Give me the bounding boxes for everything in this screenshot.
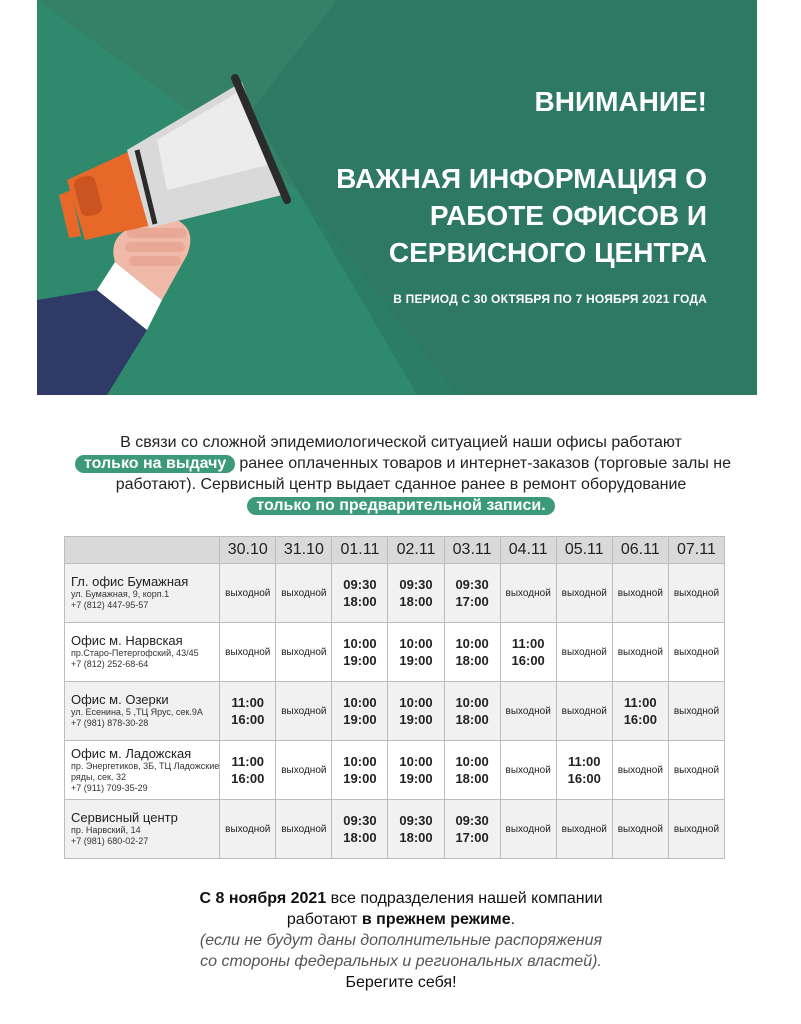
- hours-time: 18:00: [399, 830, 433, 845]
- schedule-cell: [668, 800, 724, 859]
- day-off-label: выходной: [505, 823, 551, 835]
- schedule-cell: [276, 682, 332, 741]
- office-phone: +7 (911) 709-35-29: [71, 782, 148, 793]
- schedule-cell: [332, 564, 388, 623]
- hours-time: 18:00: [343, 594, 377, 609]
- hours-time: 09:30: [399, 813, 433, 828]
- schedule-cell: [388, 564, 444, 623]
- schedule-cell: [668, 564, 724, 623]
- footer-line-2-end: .: [510, 911, 516, 928]
- footer-notice: [40, 888, 762, 993]
- schedule-cell: [668, 682, 724, 741]
- hours-time: 10:00: [455, 695, 489, 710]
- footer-line-2: [40, 909, 762, 930]
- appointment-only-badge: только по предварительной записи.: [247, 497, 554, 515]
- schedule-cell: [612, 800, 668, 859]
- announcement-banner: [37, 0, 757, 395]
- schedule-cell: [556, 623, 612, 682]
- schedule-cell: [444, 623, 500, 682]
- hours-time: 19:00: [399, 771, 433, 786]
- schedule-cell: [500, 682, 556, 741]
- day-off-label: выходной: [617, 823, 663, 835]
- hours-time: 18:00: [455, 771, 489, 786]
- hours-time: 10:00: [455, 636, 489, 651]
- schedule-cell: [444, 564, 500, 623]
- schedule-cell: [612, 623, 668, 682]
- office-address: ул. Бумажная, 9, корп.1: [71, 589, 170, 599]
- footer-line-1-text: все подразделения нашей компании: [330, 890, 603, 907]
- schedule-cell: [612, 564, 668, 623]
- hours-time: 09:30: [399, 577, 433, 592]
- schedule-cell: [556, 682, 612, 741]
- date-header: 06.11: [612, 537, 668, 564]
- date-header: 02.11: [388, 537, 444, 564]
- office-phone: +7 (981) 680-02-27: [71, 836, 149, 846]
- schedule-row: [65, 682, 725, 741]
- schedule-cell: [612, 741, 668, 800]
- schedule-cell: [668, 623, 724, 682]
- office-name: Офис м. Ладожская: [71, 745, 192, 761]
- hours-time: 11:00: [231, 754, 265, 769]
- day-off-label: выходной: [561, 823, 607, 835]
- schedule-cell: [444, 741, 500, 800]
- day-off-label: выходной: [561, 587, 607, 599]
- footer-line-1: [40, 888, 762, 909]
- schedule-cell: [276, 564, 332, 623]
- schedule-cell: [388, 682, 444, 741]
- day-off-label: выходной: [225, 646, 271, 658]
- hours-time: 10:00: [399, 636, 433, 651]
- schedule-cell: [220, 741, 276, 800]
- header-corner: [65, 537, 220, 564]
- date-header: 03.11: [444, 537, 500, 564]
- schedule-cell: [500, 800, 556, 859]
- footer-note-1: (если не будут даны дополнительные распоряжения: [199, 932, 603, 949]
- office-phone: +7 (812) 252-68-64: [71, 659, 149, 669]
- hours-time: 09:30: [343, 813, 377, 828]
- hours-time: 16:00: [511, 653, 545, 668]
- date-header: 01.11: [332, 537, 388, 564]
- attention-heading: ВНИМАНИЕ!: [534, 86, 707, 117]
- office-address: ул. Есенина, 5 ,ТЦ Ярус, сек.9А: [71, 707, 203, 717]
- day-off-label: выходной: [561, 705, 607, 717]
- day-off-label: выходной: [673, 823, 720, 835]
- hours-time: 10:00: [343, 754, 377, 769]
- office-name: Гл. офис Бумажная: [71, 574, 189, 589]
- footer-note-2: со стороны федеральных и региональных властей).: [200, 953, 602, 970]
- hours-time: 10:00: [455, 754, 489, 769]
- hours-time: 16:00: [231, 712, 265, 727]
- day-off-label: выходной: [505, 705, 551, 717]
- day-off-label: выходной: [673, 764, 720, 776]
- office-phone: +7 (812) 447-95-57: [71, 600, 149, 610]
- hours-time: 16:00: [623, 712, 657, 727]
- hours-time: 19:00: [343, 712, 377, 727]
- day-off-label: выходной: [561, 646, 607, 658]
- hours-time: 17:00: [455, 594, 489, 609]
- day-off-label: выходной: [281, 823, 327, 835]
- office-address: пр.Старо-Петергофский, 43/45: [71, 648, 199, 658]
- hours-time: 09:30: [455, 813, 489, 828]
- footer-line-2-bold: в прежнем режиме: [361, 911, 511, 928]
- intro-paragraph: [40, 432, 762, 516]
- schedule-cell: [332, 682, 388, 741]
- office-address: пр. Энергетиков, 3Б, ТЦ Ладожские ряды, сек. 32: [71, 760, 220, 782]
- schedule-row: [65, 741, 725, 800]
- schedule-row: [65, 623, 725, 682]
- hours-time: 18:00: [343, 830, 377, 845]
- schedule-cell: [668, 741, 724, 800]
- schedule-header-row: [65, 537, 725, 564]
- date-header: 05.11: [556, 537, 612, 564]
- pickup-only-badge: только на выдачу: [75, 455, 235, 473]
- hours-time: 10:00: [399, 754, 433, 769]
- office-address: пр. Нарвский, 14: [71, 825, 141, 835]
- schedule-cell: [556, 741, 612, 800]
- schedule-cell: [332, 741, 388, 800]
- schedule-row: [65, 564, 725, 623]
- hours-time: 17:00: [455, 830, 489, 845]
- schedule-row: [65, 800, 725, 859]
- office-phone: +7 (981) 878-30-28: [71, 718, 149, 728]
- day-off-label: выходной: [673, 646, 720, 658]
- date-header: 04.11: [500, 537, 556, 564]
- date-header: 30.10: [220, 537, 276, 564]
- hours-time: 09:30: [343, 577, 377, 592]
- schedule-cell: [276, 623, 332, 682]
- office-name: Офис м. Озерки: [71, 692, 169, 707]
- schedule-cell: [612, 682, 668, 741]
- office-cell: [65, 623, 220, 682]
- hours-time: 18:00: [455, 653, 489, 668]
- day-off-label: выходной: [505, 587, 551, 599]
- footer-line-2-start: работают: [286, 911, 358, 928]
- hours-time: 11:00: [511, 636, 545, 651]
- schedule-cell: [220, 800, 276, 859]
- hours-time: 16:00: [231, 771, 265, 786]
- day-off-label: выходной: [673, 587, 720, 599]
- day-off-label: выходной: [673, 705, 720, 717]
- intro-text-2: ранее оплаченных товаров и интернет-заказов (торговые залы не работают). Сервисный центр выдает сданное ранее в ремонт оборудование: [115, 455, 732, 493]
- schedule-cell: [444, 682, 500, 741]
- day-off-label: выходной: [281, 705, 327, 717]
- day-off-label: выходной: [281, 587, 327, 599]
- schedule-cell: [388, 623, 444, 682]
- footer-closing: Берегите себя!: [345, 974, 457, 991]
- hours-time: 18:00: [399, 594, 433, 609]
- schedule-cell: [276, 800, 332, 859]
- hours-time: 11:00: [624, 695, 657, 710]
- office-name: Сервисный центр: [71, 810, 178, 825]
- hours-time: 19:00: [343, 653, 377, 668]
- schedule-table: [64, 536, 725, 859]
- schedule-cell: [500, 741, 556, 800]
- day-off-label: выходной: [281, 646, 327, 658]
- schedule-cell: [500, 623, 556, 682]
- office-cell: [65, 682, 220, 741]
- banner-headline: ВАЖНАЯ ИНФОРМАЦИЯ О РАБОТЕ ОФИСОВ И СЕРВИСНОГО ЦЕНТРА: [336, 163, 707, 268]
- schedule-cell: [388, 800, 444, 859]
- schedule-cell: [276, 741, 332, 800]
- schedule-cell: [556, 800, 612, 859]
- hours-time: 16:00: [567, 771, 601, 786]
- hours-time: 19:00: [399, 653, 433, 668]
- day-off-label: выходной: [617, 646, 663, 658]
- schedule-cell: [220, 682, 276, 741]
- hours-time: 11:00: [231, 695, 265, 710]
- hours-time: 19:00: [343, 771, 377, 786]
- date-header: 31.10: [276, 537, 332, 564]
- office-cell: [65, 564, 220, 623]
- schedule-cell: [500, 564, 556, 623]
- schedule-cell: [332, 800, 388, 859]
- office-name: Офис м. Нарвская: [71, 633, 183, 648]
- hours-time: 10:00: [343, 636, 377, 651]
- hours-time: 19:00: [399, 712, 433, 727]
- day-off-label: выходной: [617, 587, 663, 599]
- day-off-label: выходной: [225, 823, 271, 835]
- schedule-cell: [332, 623, 388, 682]
- schedule-cell: [220, 564, 276, 623]
- date-header: 07.11: [668, 537, 724, 564]
- resume-date: С 8 ноября 2021: [199, 890, 327, 907]
- office-cell: [65, 741, 220, 800]
- intro-text-1: В связи со сложной эпидемиологической ситуацией наши офисы работают: [120, 434, 682, 451]
- hours-time: 18:00: [455, 712, 489, 727]
- day-off-label: выходной: [505, 764, 551, 776]
- hours-time: 10:00: [343, 695, 377, 710]
- schedule-cell: [220, 623, 276, 682]
- hours-time: 11:00: [567, 754, 601, 769]
- schedule-cell: [388, 741, 444, 800]
- hours-time: 09:30: [455, 577, 489, 592]
- day-off-label: выходной: [617, 764, 663, 776]
- day-off-label: выходной: [281, 764, 327, 776]
- period-subtitle: В ПЕРИОД С 30 ОКТЯБРЯ ПО 7 НОЯБРЯ 2021 ГОДА: [393, 292, 707, 306]
- schedule-cell: [444, 800, 500, 859]
- office-cell: [65, 800, 220, 859]
- day-off-label: выходной: [225, 587, 271, 599]
- schedule-cell: [556, 564, 612, 623]
- hours-time: 10:00: [399, 695, 433, 710]
